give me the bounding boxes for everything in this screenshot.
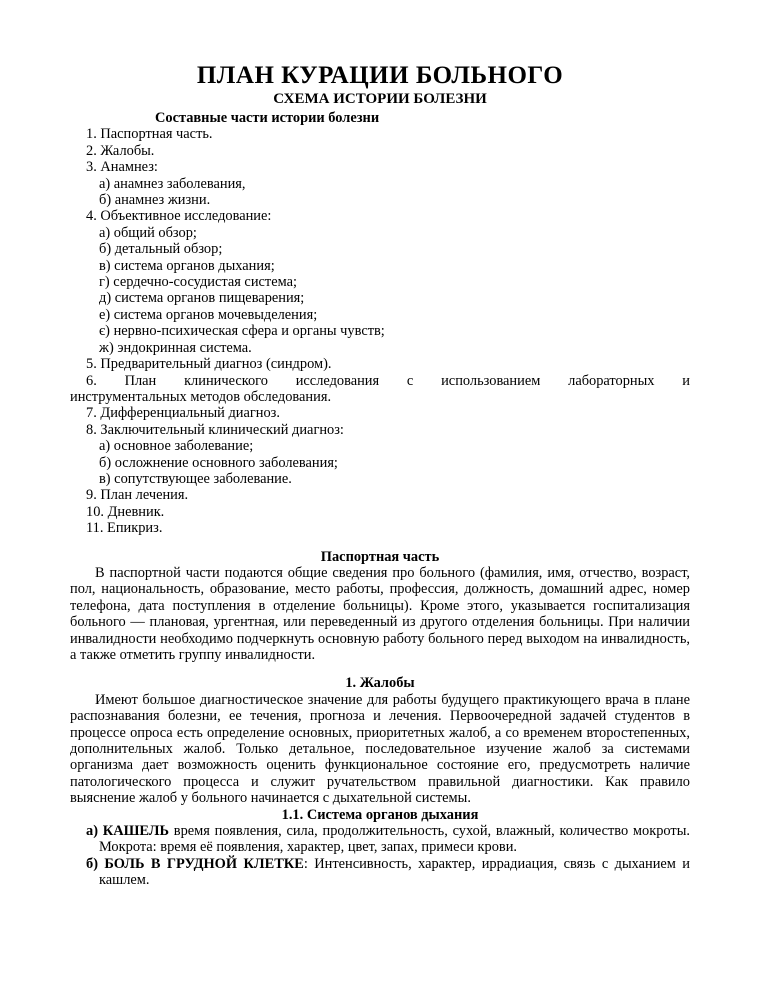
outline-subitem: е) система органов мочевыделения; bbox=[99, 306, 318, 323]
outline-subitem: д) система органов пищеварения; bbox=[99, 290, 305, 307]
complaint-term: а) КАШЕЛЬ bbox=[86, 823, 170, 840]
outline-subitem: ж) эндокринная система. bbox=[99, 339, 252, 356]
outline-subitem: в) сопутствующее заболевание. bbox=[99, 470, 292, 487]
complaint-text: : Интенсивность, характер, иррадиация, связь с дыханием и кашлем. bbox=[99, 855, 690, 889]
outline-item: 2. Жалобы. bbox=[86, 142, 155, 159]
outline-list bbox=[70, 126, 690, 536]
complaint-item-cough bbox=[70, 823, 690, 856]
complaint-text: время появления, сила, продолжительность, сухой, влажный, количество мокроты. Мокрота: время её появления, характер, цвет, запах, примеси крови. bbox=[99, 823, 690, 856]
outline-subitem: б) осложнение основного заболевания; bbox=[99, 454, 338, 471]
outline-item: 4. Объективное исследование: bbox=[86, 208, 272, 225]
outline-subitem: б) анамнез жизни. bbox=[99, 192, 211, 209]
document-title: ПЛАН КУРАЦИИ БОЛЬНОГО bbox=[196, 62, 564, 89]
outline-item: 11. Епикриз. bbox=[86, 520, 163, 537]
complaints-section-heading: 1. Жалобы bbox=[345, 675, 415, 692]
outline-item: 1. Паспортная часть. bbox=[86, 126, 213, 143]
outline-item: 5. Предварительный диагноз (синдром). bbox=[86, 356, 332, 373]
complaint-term: б) БОЛЬ В ГРУДНОЙ КЛЕТКЕ bbox=[86, 855, 304, 872]
complaints-paragraph: Имеют большое диагностическое значение для работы будущего практикующего врача в плане распознавания болезни, ее течения, прогноза и лечения. Первоочередной задачей студентов в процессе опроса есть определение основных, приоритетных жалоб, а со временем второстепенных, дополнительных жалоб. Только детальное, последовательное изучение жалоб за системами организма дает возможность оценить функциональное состояние его, предусмотреть наличие патологического процесса и служит ручательством правильной диагностики. Как правило выяснение жалоб у больного начинается с дыхательной системы. bbox=[70, 691, 690, 807]
outline-subitem: б) детальный обзор; bbox=[99, 241, 223, 258]
respiratory-section-heading: 1.1. Система органов дыхания bbox=[281, 806, 479, 823]
outline-subitem: а) общий обзор; bbox=[99, 224, 197, 241]
outline-item: 3. Анамнез: bbox=[86, 159, 158, 176]
outline-item: 10. Дневник. bbox=[86, 503, 165, 520]
complaint-item-chest-pain bbox=[70, 856, 690, 889]
outline-item: 8. Заключительный клинический диагноз: bbox=[86, 421, 344, 438]
passport-paragraph: В паспортной части подаются общие сведения про больного (фамилия, имя, отчество, возраст, пол, национальность, образование, место работы, профессия, должность, домашний адрес, номер телефона, дата поступления в отделение больницы). Кроме этого, указывается госпитализация больного — плановая, ургентная, или переведенный из другого отделения больницы. При наличии инвалидности необходимо подчеркнуть основную работу больного перед выходом на инвалидность, а также отметить группу инвалидности. bbox=[70, 564, 690, 663]
outline-subitem: а) основное заболевание; bbox=[99, 438, 254, 455]
outline-item-6-line-1: 6. План клинического исследования с использованием лабораторных и bbox=[86, 372, 690, 389]
outline-subitem: в) система органов дыхания; bbox=[99, 257, 275, 274]
passport-section-heading: Паспортная часть bbox=[320, 548, 440, 565]
outline-item: 9. План лечения. bbox=[86, 487, 189, 504]
outline-item-6-line-2: инструментальных методов обследования. bbox=[70, 388, 332, 405]
outline-subitem: а) анамнез заболевания, bbox=[99, 175, 246, 192]
outline-item: 7. Дифференциальный диагноз. bbox=[86, 405, 280, 422]
document-subtitle: СХЕМА ИСТОРИИ БОЛЕЗНИ bbox=[273, 91, 487, 107]
outline-subitem: г) сердечно-сосудистая система; bbox=[99, 274, 297, 291]
outline-subitem: є) нервно-психическая сфера и органы чувств; bbox=[99, 323, 385, 340]
outline-heading: Составные части истории болезни bbox=[155, 110, 380, 126]
